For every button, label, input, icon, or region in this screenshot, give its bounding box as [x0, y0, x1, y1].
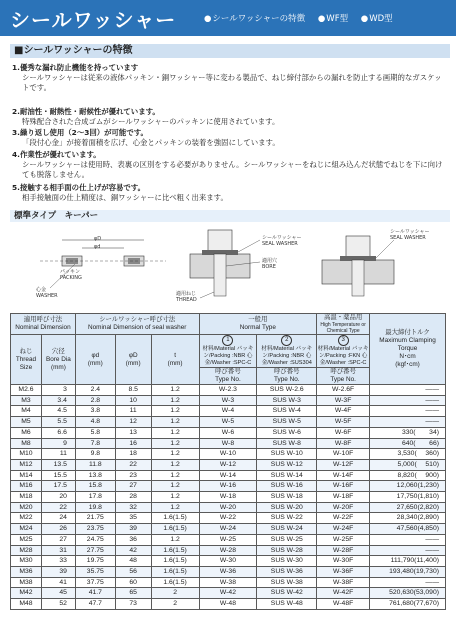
washer-label: 心金 — [36, 287, 47, 293]
feature-4 — [12, 150, 446, 180]
cell-type-2: SUS W-28 — [257, 545, 317, 556]
cell-thread: M3 — [11, 395, 42, 406]
cell-t: 1.2 — [151, 502, 199, 513]
cell-bore: 39 — [41, 566, 75, 577]
header-material-2: 2 材料/Material パッキン/Packing :NBR 心金/Washer :SUS304 — [257, 335, 317, 368]
feature-heading: 3.繰り返し使用（2〜3回）が可能です。 — [12, 128, 148, 137]
table-row — [11, 459, 446, 470]
circled-number-2: 2 — [281, 335, 292, 346]
cell-D: 22 — [115, 459, 151, 470]
cell-type-3: W-8F — [317, 438, 370, 449]
cell-bore: 9 — [41, 438, 75, 449]
cell-bore: 24 — [41, 513, 75, 524]
cell-D: 27 — [115, 481, 151, 492]
cell-bore: 11 — [41, 449, 75, 460]
cell-t: 1.6(1.5) — [151, 545, 199, 556]
cell-type-1: W-3 — [199, 395, 257, 406]
cell-type-1: W-22 — [199, 513, 257, 524]
cell-t: 1.2 — [151, 470, 199, 481]
cell-torque: 520,630(53,090) — [370, 588, 446, 599]
packing-en-label: PACKING — [60, 275, 82, 281]
cell-torque: 761,680(77,670) — [370, 599, 446, 610]
cell-type-3: W-16F — [317, 481, 370, 492]
cell-type-1: W-48 — [199, 599, 257, 610]
feature-5 — [12, 183, 446, 203]
nav-link-wd[interactable]: ● WD型 — [361, 14, 393, 24]
cell-bore: 20 — [41, 492, 75, 503]
cell-d: 3.8 — [75, 406, 115, 417]
cell-d: 23.75 — [75, 524, 115, 535]
cell-type-1: W-42 — [199, 588, 257, 599]
table-row — [11, 481, 446, 492]
packing-label: パッキン — [60, 269, 80, 275]
cell-type-3: W-22F — [317, 513, 370, 524]
cell-type-1: W-18 — [199, 492, 257, 503]
table-row — [11, 599, 446, 610]
cell-type-3: W-6F — [317, 427, 370, 438]
spec-table-body — [11, 385, 446, 610]
cell-type-3: W-38F — [317, 577, 370, 588]
cell-type-2: SUS W-4 — [257, 406, 317, 417]
feature-heading: 5.接触する相手面の仕上げが容易です。 — [12, 183, 146, 192]
table-row — [11, 395, 446, 406]
cell-type-2: SUS W-14 — [257, 470, 317, 481]
header-torque: 最大締付トルク Maximum Clamping Torque N･cm (kgf･cm) — [370, 314, 446, 385]
cell-t: 1.6(1.5) — [151, 577, 199, 588]
cell-type-1: W-25 — [199, 534, 257, 545]
cell-type-2: SUS W-2.6 — [257, 385, 317, 396]
cell-D: 56 — [115, 566, 151, 577]
table-row — [11, 513, 446, 524]
bore-en-label: BORE — [262, 264, 276, 270]
cell-thread: M28 — [11, 545, 42, 556]
cell-type-1: W-16 — [199, 481, 257, 492]
table-row — [11, 417, 446, 428]
header-D: φD (mm) — [115, 335, 151, 385]
table-row — [11, 545, 446, 556]
cell-type-1: W-36 — [199, 566, 257, 577]
cell-type-2: SUS W-42 — [257, 588, 317, 599]
cell-thread: M12 — [11, 459, 42, 470]
washer-cross-section-figure — [20, 226, 170, 306]
feature-1 — [12, 63, 446, 93]
cell-type-3: W-4F — [317, 406, 370, 417]
cell-type-2: SUS W-3 — [257, 395, 317, 406]
cell-d: 35.75 — [75, 566, 115, 577]
cell-d: 21.75 — [75, 513, 115, 524]
cell-type-2: SUS W-20 — [257, 502, 317, 513]
cell-d: 5.8 — [75, 427, 115, 438]
section-title: ■シールワッシャーの特徴 — [10, 44, 450, 58]
cell-thread: M22 — [11, 513, 42, 524]
cell-torque: 193,480(19,730) — [370, 566, 446, 577]
cell-type-3: W-36F — [317, 566, 370, 577]
header-bore: 穴径 Bore Dia (mm) — [41, 335, 75, 385]
cell-torque: 3,530( 360) — [370, 449, 446, 460]
cell-D: 12 — [115, 417, 151, 428]
cell-D: 36 — [115, 534, 151, 545]
table-row — [11, 438, 446, 449]
table-row — [11, 502, 446, 513]
cell-d: 2.8 — [75, 395, 115, 406]
cell-type-2: SUS W-5 — [257, 417, 317, 428]
header-type-no-1: 呼び番号 Type No. — [199, 368, 257, 385]
cell-thread: M38 — [11, 577, 42, 588]
feature-heading: 4.作業性が優れています。 — [12, 150, 101, 159]
cell-d: 15.8 — [75, 481, 115, 492]
feature-heading: 2.耐油性・耐熱性・耐候性が優れています。 — [12, 107, 160, 116]
cell-bore: 45 — [41, 588, 75, 599]
feature-body: 「段付心金」が接着面積を広げ、心金とパッキンの装着を強固にしています。 — [22, 138, 280, 147]
cell-type-3: W-48F — [317, 599, 370, 610]
cell-thread: M8 — [11, 438, 42, 449]
cell-type-3: W-30F — [317, 556, 370, 567]
cell-d: 41.7 — [75, 588, 115, 599]
cell-t: 1.2 — [151, 427, 199, 438]
seal-washer-2-label: シールワッシャー — [390, 229, 430, 235]
cell-t: 1.2 — [151, 449, 199, 460]
cell-bore: 27 — [41, 534, 75, 545]
cell-type-1: W-4 — [199, 406, 257, 417]
phiD-label: φD — [94, 236, 102, 242]
cell-torque: 330( 34) — [370, 427, 446, 438]
cell-type-1: W-2.3 — [199, 385, 257, 396]
header-material-1: 1 材料/Material パッキン/Packing :NBR 心金/Washer :SPC-C — [199, 335, 257, 368]
cell-torque: 47,560(4,850) — [370, 524, 446, 535]
feature-2 — [12, 107, 446, 127]
feature-body: 特殊配合された合成ゴムがシールワッシャーのパッキンに使用されています。 — [22, 117, 280, 126]
cell-type-1: W-38 — [199, 577, 257, 588]
circled-number-1: 1 — [222, 335, 233, 346]
cell-d: 19.8 — [75, 502, 115, 513]
feature-body: 相手接触面の仕上精度は、銅ワッシャーに比べ粗く出来ます。 — [22, 193, 228, 202]
cell-type-3: W-28F — [317, 545, 370, 556]
cell-t: 1.2 — [151, 534, 199, 545]
washer-en-label: WASHER — [36, 293, 58, 299]
cell-d: 13.8 — [75, 470, 115, 481]
cell-type-3: W-10F — [317, 449, 370, 460]
cell-bore: 5.5 — [41, 417, 75, 428]
cell-torque: —— — [370, 545, 446, 556]
cell-t: 1.2 — [151, 492, 199, 503]
cell-D: 65 — [115, 588, 151, 599]
cell-torque: —— — [370, 417, 446, 428]
table-row — [11, 577, 446, 588]
cell-D: 48 — [115, 556, 151, 567]
header-normal-type: 一般用 Normal Type — [199, 314, 317, 335]
table-row — [11, 534, 446, 545]
cell-thread: M6 — [11, 427, 42, 438]
standard-type-label: 標準タイプ キーパー — [10, 210, 450, 222]
cell-D: 35 — [115, 513, 151, 524]
cell-D: 16 — [115, 438, 151, 449]
cell-bore: 4.5 — [41, 406, 75, 417]
cell-bore: 15.5 — [41, 470, 75, 481]
installation-figure — [176, 226, 446, 306]
thread-en-label: THREAD — [176, 297, 197, 303]
cell-D: 23 — [115, 470, 151, 481]
cell-bore: 3 — [41, 385, 75, 396]
cell-type-1: W-12 — [199, 459, 257, 470]
table-row — [11, 385, 446, 396]
cell-t: 2 — [151, 599, 199, 610]
phid-label: φd — [94, 244, 101, 250]
cell-thread: M36 — [11, 566, 42, 577]
cell-type-2: SUS W-22 — [257, 513, 317, 524]
cell-torque: 28,340(2,890) — [370, 513, 446, 524]
cell-torque: 17,750(1,810) — [370, 492, 446, 503]
feature-body: シールワッシャーは従来の液体パッキン・銅ワッシャー等に変わる製品で、ねじ締付部からの漏れを防止する画期的なガスケットです。 — [22, 73, 442, 92]
feature-3 — [12, 128, 446, 148]
cell-bore: 17.5 — [41, 481, 75, 492]
cell-thread: M24 — [11, 524, 42, 535]
nav-link-wf[interactable]: ● WF型 — [318, 14, 348, 24]
cell-torque: 8,820( 900) — [370, 470, 446, 481]
cell-t: 1.6(1.5) — [151, 556, 199, 567]
spec-table — [10, 313, 446, 610]
cell-thread: M48 — [11, 599, 42, 610]
cell-type-3: W-2.6F — [317, 385, 370, 396]
cell-type-2: SUS W-18 — [257, 492, 317, 503]
cell-thread: M16 — [11, 481, 42, 492]
cell-t: 1.2 — [151, 385, 199, 396]
cell-type-2: SUS W-36 — [257, 566, 317, 577]
table-row — [11, 449, 446, 460]
cell-D: 18 — [115, 449, 151, 460]
cell-D: 11 — [115, 406, 151, 417]
cell-torque: 640( 66) — [370, 438, 446, 449]
cell-type-2: SUS W-25 — [257, 534, 317, 545]
cell-type-2: SUS W-8 — [257, 438, 317, 449]
cell-type-3: W-12F — [317, 459, 370, 470]
cell-t: 2 — [151, 588, 199, 599]
cell-type-1: W-30 — [199, 556, 257, 567]
header-nav — [204, 12, 403, 24]
cell-bore: 31 — [41, 545, 75, 556]
cell-type-3: W-14F — [317, 470, 370, 481]
cell-type-3: W-20F — [317, 502, 370, 513]
header-chem-type: 高温・薬品用 High Temperature or Chemical Type — [317, 314, 370, 335]
cell-D: 13 — [115, 427, 151, 438]
cell-bore: 22 — [41, 502, 75, 513]
cell-thread: M42 — [11, 588, 42, 599]
cell-d: 47.7 — [75, 599, 115, 610]
header-type-no-2: 呼び番号 Type No. — [257, 368, 317, 385]
cell-bore: 6.6 — [41, 427, 75, 438]
cell-type-2: SUS W-24 — [257, 524, 317, 535]
cell-thread: M20 — [11, 502, 42, 513]
header-nominal: 適用呼び寸法 Nominal Dimension — [11, 314, 76, 335]
cell-d: 19.75 — [75, 556, 115, 567]
header-type-no-3: 呼び番号 Type No. — [317, 368, 370, 385]
bore-label: 適用穴 — [262, 258, 278, 264]
cell-type-3: W-25F — [317, 534, 370, 545]
table-row — [11, 470, 446, 481]
cell-thread: M18 — [11, 492, 42, 503]
cell-torque: 5,000( 510) — [370, 459, 446, 470]
cell-d: 24.75 — [75, 534, 115, 545]
cell-t: 1.6(1.5) — [151, 524, 199, 535]
cell-torque: —— — [370, 577, 446, 588]
header-thread: ねじ Thread Size — [11, 335, 42, 385]
cell-bore: 52 — [41, 599, 75, 610]
cell-type-2: SUS W-38 — [257, 577, 317, 588]
seal-washer-label: シールワッシャー — [262, 235, 302, 241]
cell-t: 1.6(1.5) — [151, 566, 199, 577]
cell-bore: 26 — [41, 524, 75, 535]
cell-bore: 33 — [41, 556, 75, 567]
table-row — [11, 406, 446, 417]
cell-type-2: SUS W-6 — [257, 427, 317, 438]
cell-thread: M4 — [11, 406, 42, 417]
cell-t: 1.2 — [151, 481, 199, 492]
header-d: φd (mm) — [75, 335, 115, 385]
cell-torque: —— — [370, 395, 446, 406]
cell-type-1: W-14 — [199, 470, 257, 481]
table-row — [11, 556, 446, 567]
cell-t: 1.2 — [151, 438, 199, 449]
circled-number-3: 3 — [338, 335, 349, 346]
cell-thread: M10 — [11, 449, 42, 460]
cell-d: 4.8 — [75, 417, 115, 428]
cell-d: 11.8 — [75, 459, 115, 470]
cell-type-1: W-6 — [199, 427, 257, 438]
cell-type-3: W-24F — [317, 524, 370, 535]
thread-label: 適用ねじ — [176, 291, 197, 297]
header-seal-washer: シールワッシャー呼び寸法 Nominal Dimension of seal washer — [75, 314, 199, 335]
cell-torque: 12,060(1,230) — [370, 481, 446, 492]
cell-D: 73 — [115, 599, 151, 610]
cell-torque: 27,650(2,820) — [370, 502, 446, 513]
table-row — [11, 524, 446, 535]
table-row — [11, 566, 446, 577]
cell-type-2: SUS W-30 — [257, 556, 317, 567]
cell-bore: 13.5 — [41, 459, 75, 470]
cell-type-3: W-42F — [317, 588, 370, 599]
page-title: シールワッシャー — [10, 8, 177, 32]
nav-link-features[interactable]: ● シールワッシャーの特徴 — [204, 14, 305, 24]
cell-thread: M2.6 — [11, 385, 42, 396]
table-row — [11, 427, 446, 438]
cell-t: 1.2 — [151, 417, 199, 428]
cell-D: 8.5 — [115, 385, 151, 396]
seal-washer-en-label: SEAL WASHER — [262, 241, 298, 247]
cell-torque: —— — [370, 406, 446, 417]
cell-type-1: W-24 — [199, 524, 257, 535]
page-header — [0, 0, 456, 36]
feature-heading: 1.優秀な漏れ防止機能を持っています — [12, 63, 139, 72]
cell-torque: 111,790(11,400) — [370, 556, 446, 567]
cell-type-2: SUS W-12 — [257, 459, 317, 470]
cell-thread: M25 — [11, 534, 42, 545]
cell-thread: M14 — [11, 470, 42, 481]
header-material-3: 3 材料/Material パッキン/Packing :FKN 心金/Washer :SPC-C — [317, 335, 370, 368]
cell-D: 28 — [115, 492, 151, 503]
cell-d: 17.8 — [75, 492, 115, 503]
cell-d: 9.8 — [75, 449, 115, 460]
cell-t: 1.2 — [151, 395, 199, 406]
cell-D: 42 — [115, 545, 151, 556]
cell-type-1: W-28 — [199, 545, 257, 556]
cell-torque: —— — [370, 534, 446, 545]
header-t: t (mm) — [151, 335, 199, 385]
cell-torque: —— — [370, 385, 446, 396]
cell-type-3: W-3F — [317, 395, 370, 406]
seal-washer-2-en-label: SEAL WASHER — [390, 235, 426, 241]
cell-type-2: SUS W-10 — [257, 449, 317, 460]
cell-bore: 41 — [41, 577, 75, 588]
cell-type-3: W-18F — [317, 492, 370, 503]
cell-t: 1.6(1.5) — [151, 513, 199, 524]
cell-d: 37.75 — [75, 577, 115, 588]
cell-D: 32 — [115, 502, 151, 513]
cell-type-1: W-8 — [199, 438, 257, 449]
table-row — [11, 492, 446, 503]
cell-type-3: W-5F — [317, 417, 370, 428]
feature-body: シールワッシャーは使用時、表裏の区別をする必要がありません。シールワッシャーをねじに組み込んだ状態でねじを下に向けても脱落しません。 — [22, 160, 443, 179]
cell-D: 39 — [115, 524, 151, 535]
cell-d: 27.75 — [75, 545, 115, 556]
cell-type-2: SUS W-48 — [257, 599, 317, 610]
cell-t: 1.2 — [151, 406, 199, 417]
cell-D: 10 — [115, 395, 151, 406]
cell-type-1: W-10 — [199, 449, 257, 460]
cell-type-1: W-20 — [199, 502, 257, 513]
cell-bore: 3.4 — [41, 395, 75, 406]
cell-thread: M5 — [11, 417, 42, 428]
table-row — [11, 588, 446, 599]
cell-t: 1.2 — [151, 459, 199, 470]
cell-d: 2.4 — [75, 385, 115, 396]
cell-thread: M30 — [11, 556, 42, 567]
cell-D: 60 — [115, 577, 151, 588]
cell-d: 7.8 — [75, 438, 115, 449]
cell-type-1: W-5 — [199, 417, 257, 428]
cell-type-2: SUS W-16 — [257, 481, 317, 492]
